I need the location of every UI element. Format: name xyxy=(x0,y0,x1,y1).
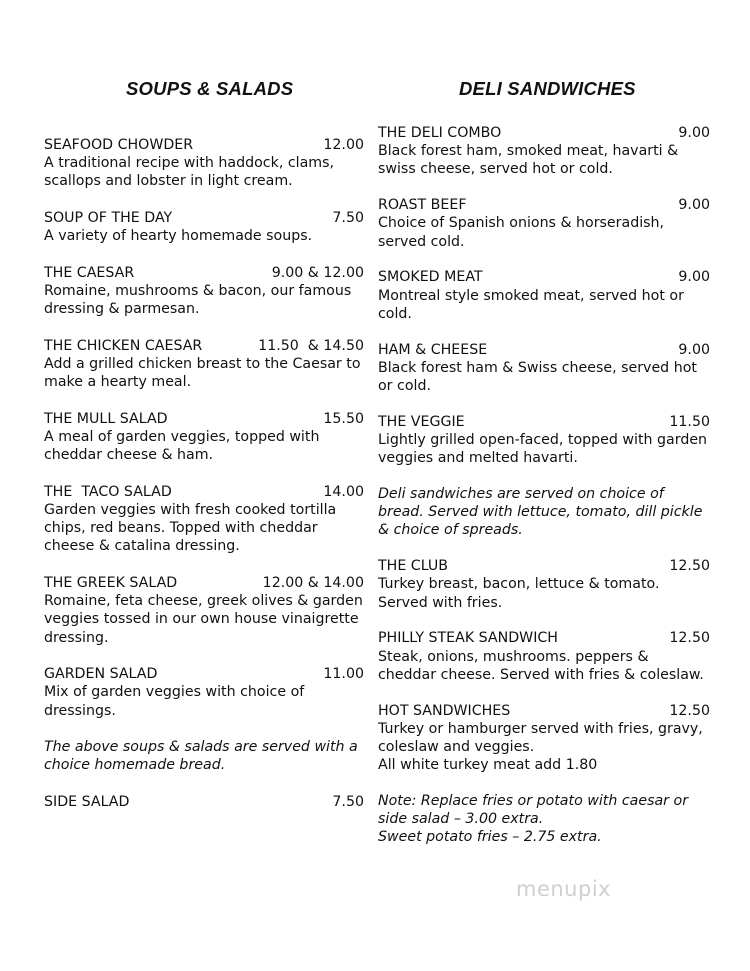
item-name: GARDEN SALAD xyxy=(44,666,158,683)
item-description: A variety of hearty homemade soups. xyxy=(44,228,313,245)
footnote xyxy=(378,792,710,847)
item-description: Garden veggies with fresh cooked tortilla chips, red beans. Topped with cheddar cheese & catalina dressing. xyxy=(44,502,337,555)
item-price: 9.00 xyxy=(678,125,710,141)
menu-item xyxy=(44,337,364,392)
item-price: 15.50 xyxy=(323,410,364,427)
item-price: 12.00 & 14.00 xyxy=(262,575,364,591)
menu-item xyxy=(378,557,710,612)
item-price: 7.50 xyxy=(332,210,364,226)
item-price: 9.00 xyxy=(678,341,710,358)
menu-item xyxy=(378,413,710,468)
menu-item xyxy=(378,196,710,251)
item-price: 7.50 xyxy=(332,794,364,810)
footnote-line: Note: Replace fries or potato with caesar or side salad – 3.00 extra. xyxy=(378,793,689,828)
sandwich-note: Deli sandwiches are served on choice of bread. Served with lettuce, tomato, dill pickle & choice of spreads. xyxy=(378,486,703,539)
item-description: Steak, onions, mushrooms. peppers & cheddar cheese. Served with fries & coleslaw. xyxy=(378,648,704,683)
item-price: 12.00 xyxy=(323,137,364,153)
item-description: A meal of garden veggies, topped with cheddar cheese & ham. xyxy=(44,429,320,464)
item-name: THE GREEK SALAD xyxy=(44,575,178,591)
item-name: ROAST BEEF xyxy=(378,197,467,214)
menupix-watermark: menupix xyxy=(516,877,612,901)
item-description: Turkey or hamburger served with fries, gravy, coleslaw and veggies. xyxy=(378,720,703,756)
menu-item xyxy=(44,136,364,191)
item-name: SOUP OF THE DAY xyxy=(44,210,173,226)
item-price: 14.00 xyxy=(323,483,364,500)
item-description: Romaine, feta cheese, greek olives & garden veggies tossed in our own house vinaigrette dressing. xyxy=(44,593,363,646)
item-description: A traditional recipe with haddock, clams, scallops and lobster in light cream. xyxy=(44,155,334,190)
soups-salads-list xyxy=(44,136,364,830)
item-name: THE CHICKEN CAESAR xyxy=(44,337,203,354)
item-name: SMOKED MEAT xyxy=(378,269,483,286)
item-price: 9.00 xyxy=(678,269,710,286)
item-price: 12.50 xyxy=(669,558,710,575)
item-description: Mix of garden veggies with choice of dressings. xyxy=(44,684,305,719)
item-name: THE CAESAR xyxy=(44,264,135,281)
menu-item xyxy=(378,629,710,684)
menu-item xyxy=(378,341,710,396)
item-price: 11.00 xyxy=(323,666,364,683)
item-name: HOT SANDWICHES xyxy=(378,702,511,719)
item-description: Choice of Spanish onions & horseradish, served cold. xyxy=(378,215,665,250)
menu-item xyxy=(44,209,364,245)
item-name: THE CLUB xyxy=(378,558,449,575)
item-description: Black forest ham & Swiss cheese, served hot or cold. xyxy=(378,359,697,395)
item-price: 12.50 xyxy=(669,630,710,647)
item-price: 12.50 xyxy=(669,702,710,719)
menu-item xyxy=(44,665,364,720)
item-description: Romaine, mushrooms & bacon, our famous dressing & parmesan. xyxy=(44,283,352,318)
item-name: SEAFOOD CHOWDER xyxy=(44,137,194,153)
menu-item xyxy=(44,483,364,556)
menu-item xyxy=(44,410,364,465)
menu-item xyxy=(378,702,710,775)
item-price: 9.00 & 12.00 xyxy=(271,264,364,281)
deli-sandwiches-heading: DELI SANDWICHES xyxy=(459,78,636,99)
item-name: THE VEGGIE xyxy=(378,413,465,430)
menu-item xyxy=(44,793,364,811)
item-description: Add a grilled chicken breast to the Caesar to make a hearty meal. xyxy=(44,356,361,391)
item-price: 9.00 xyxy=(678,197,710,214)
item-price: 11.50 xyxy=(669,413,710,430)
item-price: 11.50 & 14.50 xyxy=(258,337,364,354)
item-name: THE TACO SALAD xyxy=(44,483,172,500)
item-description: Turkey breast, bacon, lettuce & tomato. Served with fries. xyxy=(378,576,660,611)
item-extra: All white turkey meat add 1.80 xyxy=(378,757,598,774)
item-description: Montreal style smoked meat, served hot or cold. xyxy=(378,287,684,322)
item-name: SIDE SALAD xyxy=(44,794,130,810)
item-description: Black forest ham, smoked meat, havarti & swiss cheese, served hot or cold. xyxy=(378,143,679,178)
footnote-line: Sweet potato fries – 2.75 extra. xyxy=(378,829,602,846)
soups-salads-heading: SOUPS & SALADS xyxy=(126,78,294,99)
menu-item xyxy=(44,574,364,647)
item-name: HAM & CHEESE xyxy=(378,341,488,358)
menu-item xyxy=(44,264,364,319)
item-name: THE MULL SALAD xyxy=(44,410,168,427)
menu-item xyxy=(378,268,710,323)
item-name: THE DELI COMBO xyxy=(378,125,502,141)
item-description: Lightly grilled open-faced, topped with garden veggies and melted havarti. xyxy=(378,432,708,467)
deli-sandwiches-list xyxy=(378,124,710,864)
item-name: PHILLY STEAK SANDWICH xyxy=(378,630,558,647)
bread-note: The above soups & salads are served with a choice homemade bread. xyxy=(44,739,358,774)
menu-item xyxy=(378,124,710,179)
